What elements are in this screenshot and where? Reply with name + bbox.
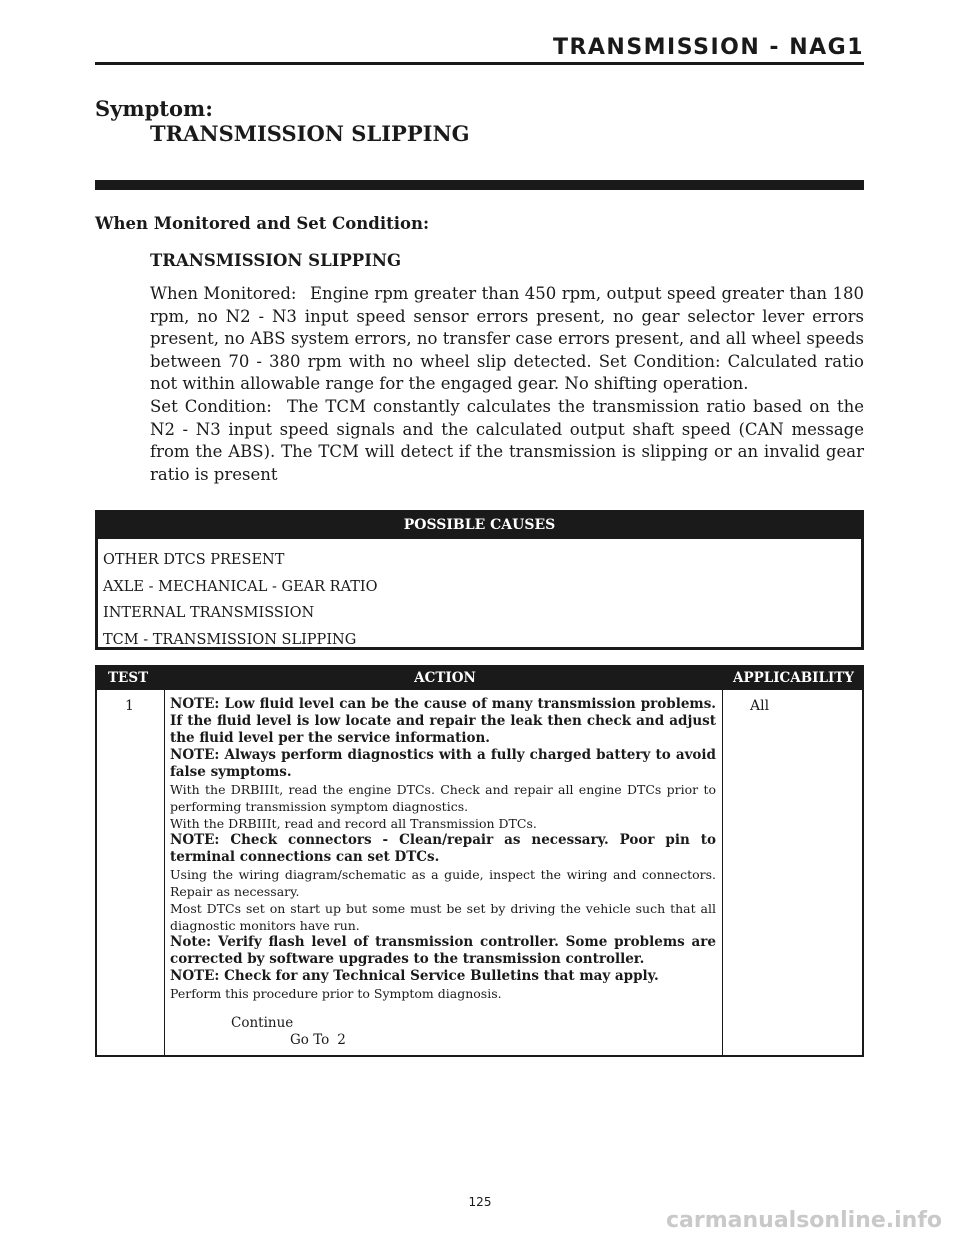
cause-item: OTHER DTCS PRESENT <box>103 552 285 568</box>
test-applicability: All <box>750 698 770 714</box>
monitor-section-heading: When Monitored and Set Condition: <box>95 214 430 233</box>
header-test: TEST <box>108 670 149 686</box>
cause-item: AXLE - MECHANICAL - GEAR RATIO <box>103 579 378 595</box>
header-rule <box>95 62 864 65</box>
possible-causes-list <box>96 539 863 649</box>
section-divider <box>95 180 864 190</box>
header-action: ACTION <box>414 670 476 686</box>
symptom-label: Symptom: <box>95 96 213 121</box>
action-note: NOTE: Check for any Technical Service Bulletins that may apply. <box>170 968 659 984</box>
action-note: NOTE: Always perform diagnostics with a fully charged battery to avoid false symptoms. <box>170 747 716 780</box>
action-step: With the DRBIIIt, read the engine DTCs. Check and repair all engine DTCs prior to performing transmission symptom diagnostics. <box>170 782 716 814</box>
symptom-name: TRANSMISSION SLIPPING <box>150 121 470 146</box>
header-applicability: APPLICABILITY <box>732 670 854 686</box>
when-monitored-text: Engine rpm greater than 450 rpm, output speed greater than 180 rpm, no N2 - N3 input speed sensor errors present, no gear selector lever errors present, no ABS system errors, no transfer case errors present, and all wheel speeds between 70 - 380 rpm with no wheel slip detected. Set Condition: Calculated ratio not within allowable range for the engaged gear. No shifting operation. <box>150 284 864 393</box>
test-table <box>95 665 864 1059</box>
page-header-title: TRANSMISSION - NAG1 <box>552 35 864 60</box>
continue-label: Continue <box>231 1015 294 1031</box>
action-step: Using the wiring diagram/schematic as a guide, inspect the wiring and connectors. Repair as necessary. <box>170 867 716 899</box>
column-divider <box>164 690 165 1055</box>
page-number: 125 <box>468 1195 492 1209</box>
set-condition-text: The TCM constantly calculates the transmission ratio based on the N2 - N3 input speed signals and the calculated output shaft speed (CAN message from the ABS). The TCM will detect if the transmission is slipping or an invalid gear ratio is present <box>150 397 864 484</box>
action-note: Note: Verify flash level of transmission controller. Some problems are corrected by software upgrades to the transmission controller. <box>170 934 716 967</box>
action-note: NOTE: Check connectors - Clean/repair as necessary. Poor pin to terminal connections can set DTCs. <box>170 832 716 865</box>
action-note: NOTE: Low fluid level can be the cause of many transmission problems. If the fluid level is low locate and repair the leak then check and adjust the fluid level per the service information. <box>170 696 716 746</box>
set-condition-paragraph <box>150 396 864 486</box>
when-monitored-paragraph <box>150 283 864 396</box>
test-action <box>170 696 716 1002</box>
when-monitored-label: When Monitored: <box>150 284 297 303</box>
test-number: 1 <box>125 698 134 714</box>
goto-link[interactable] <box>290 1032 346 1048</box>
possible-causes-title: POSSIBLE CAUSES <box>96 511 863 539</box>
column-divider <box>722 690 723 1055</box>
cause-item: INTERNAL TRANSMISSION <box>103 605 315 621</box>
possible-causes-box <box>95 510 864 650</box>
goto-target: 2 <box>337 1032 346 1048</box>
action-step: Most DTCs set on start up but some must be set by driving the vehicle such that all diagnostic monitors have run. <box>170 901 716 933</box>
action-step: Perform this procedure prior to Symptom diagnosis. <box>170 986 502 1001</box>
watermark: carmanualsonline.info <box>666 1208 942 1233</box>
cause-item: TCM - TRANSMISSION SLIPPING <box>103 632 357 648</box>
test-table-header <box>95 665 864 690</box>
set-condition-label: Set Condition: <box>150 397 272 416</box>
action-step: With the DRBIIIt, read and record all Transmission DTCs. <box>170 816 537 831</box>
table-row <box>95 690 864 1057</box>
monitor-subheading: TRANSMISSION SLIPPING <box>150 251 402 270</box>
goto-label: Go To <box>290 1032 330 1048</box>
